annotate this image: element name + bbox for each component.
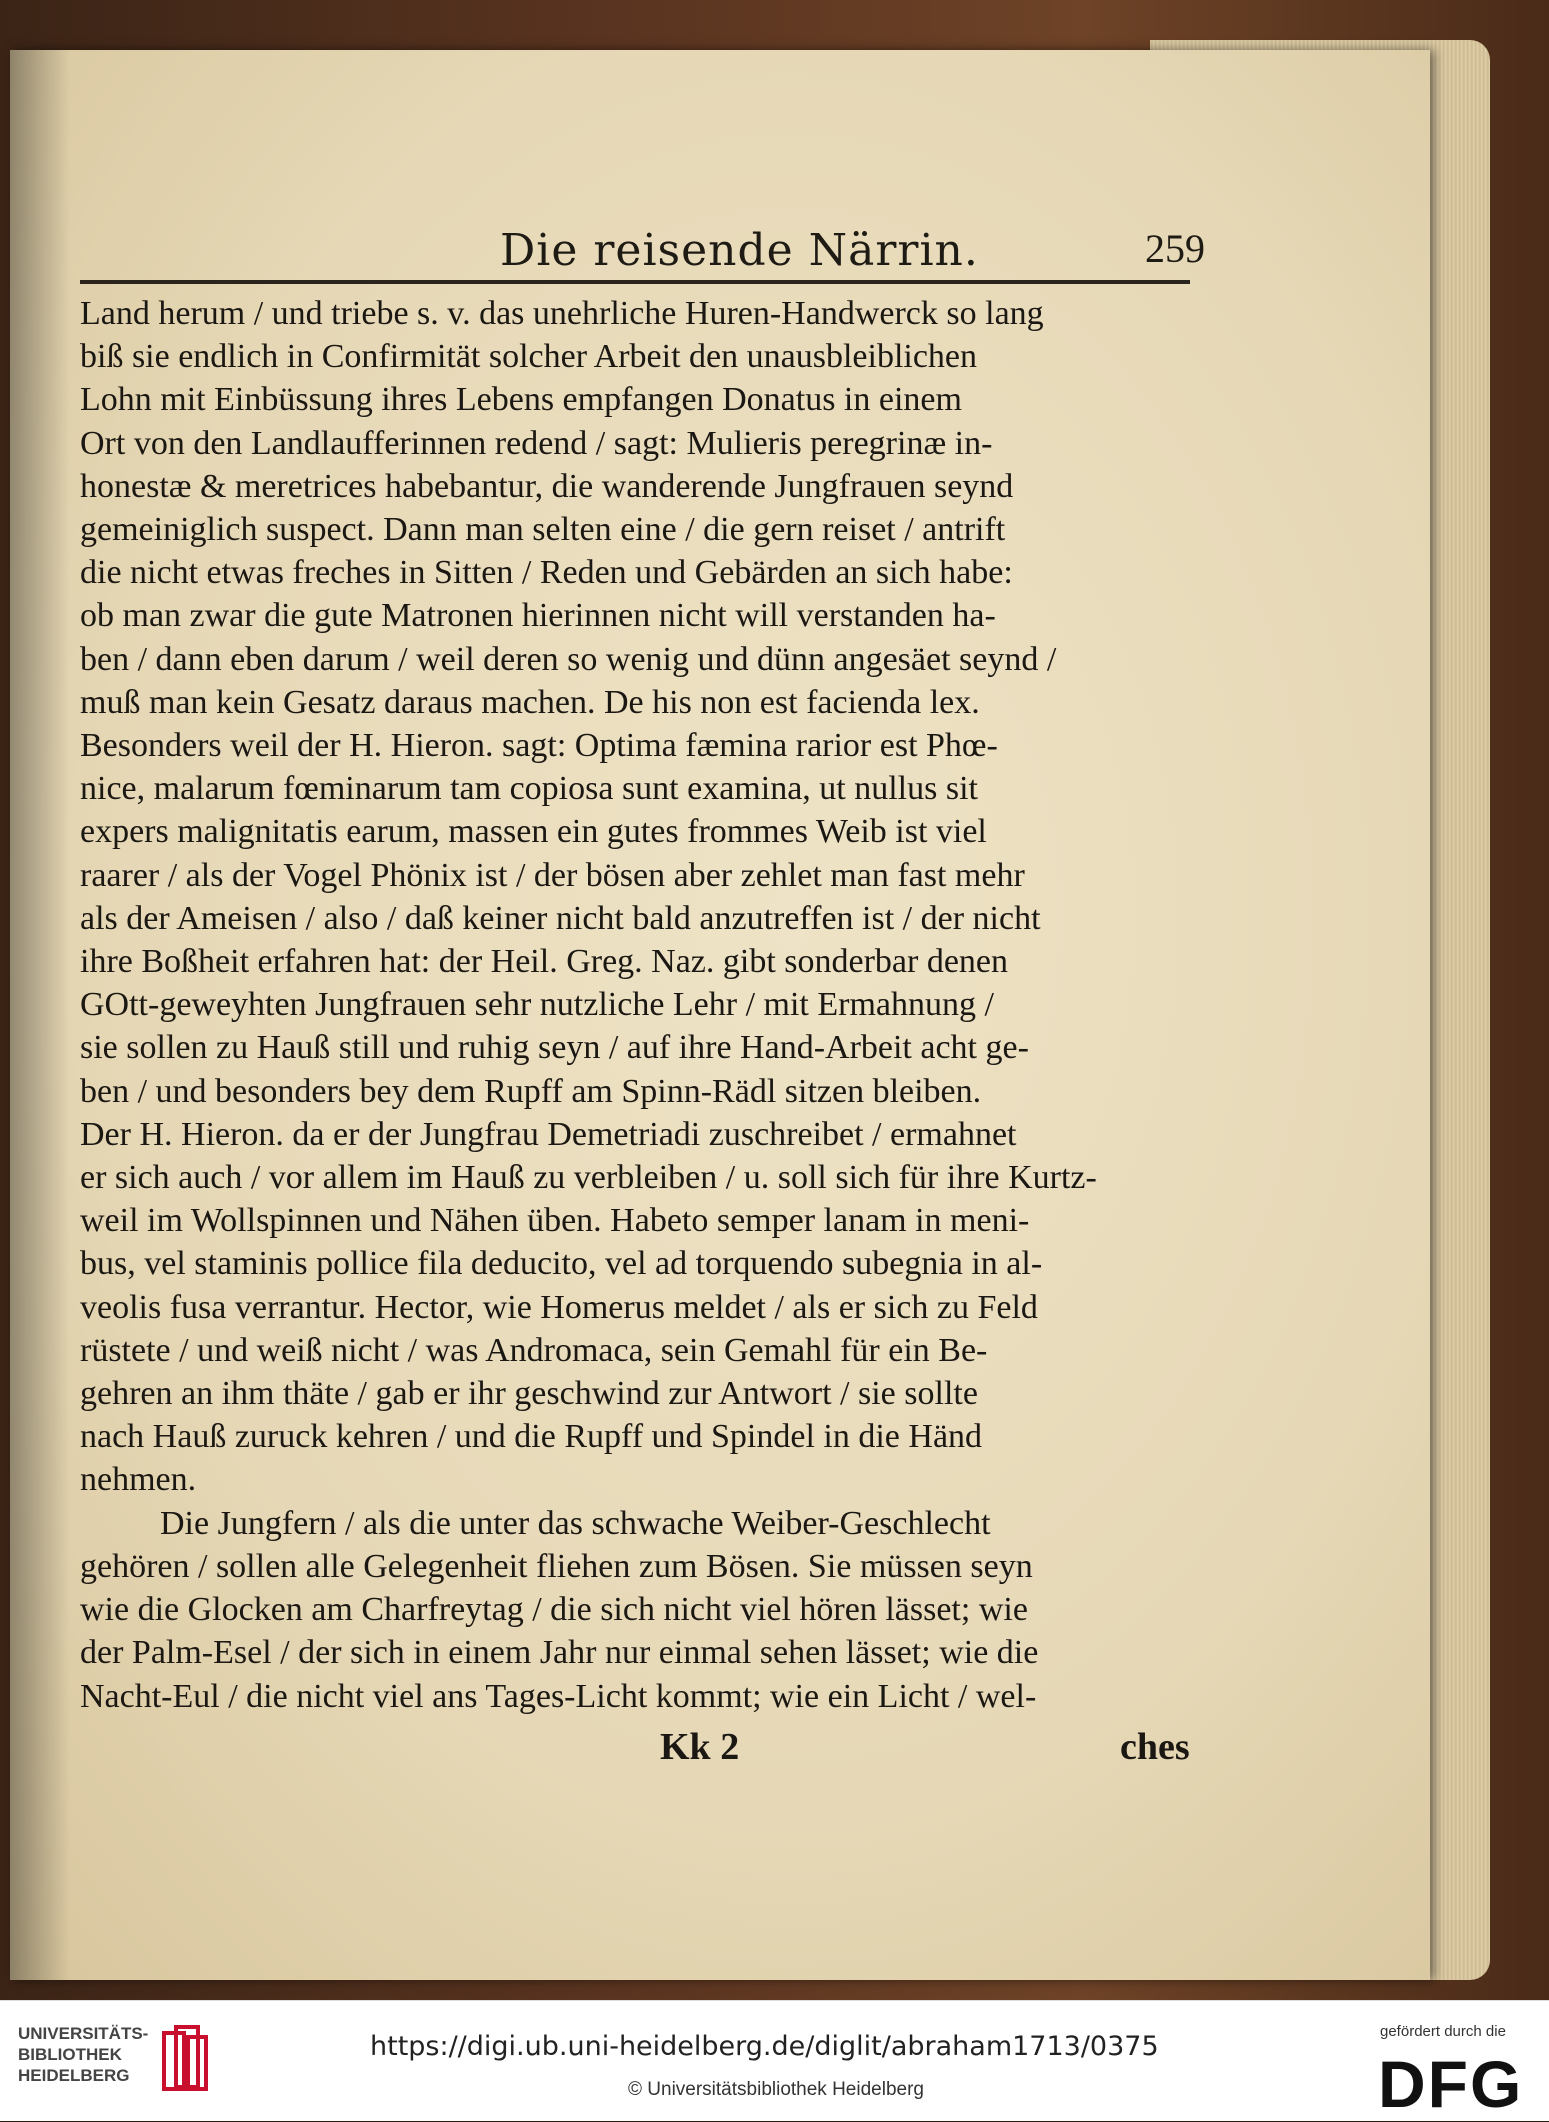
text-line: sie sollen zu Hauß still und ruhig seyn / auf ihre Hand-Arbeit acht ge-	[80, 1029, 1029, 1067]
text-line: ob man zwar die gute Matronen hierinnen nicht will verstanden ha-	[80, 597, 996, 635]
text-line: die nicht etwas freches in Sitten / Reden und Gebärden an sich habe:	[80, 554, 1013, 592]
text-line: expers malignitatis earum, massen ein gutes frommes Weib ist viel	[80, 813, 987, 851]
text-line: gehren an ihm thäte / gab er ihr geschwind zur Antwort / sie sollte	[80, 1375, 978, 1413]
text-line: Ort von den Landlaufferinnen redend / sagt: Mulieris peregrinæ in-	[80, 424, 993, 462]
text-line: Lohn mit Einbüssung ihres Lebens empfangen Donatus in einem	[80, 381, 962, 419]
page-header	[80, 225, 1205, 285]
text-line: bus, vel staminis pollice fila deducito, vel ad torquendo subegnia in al-	[80, 1245, 1043, 1283]
library-logo-line: UNIVERSITÄTS-	[18, 2024, 149, 2043]
text-line: Land herum / und triebe s. v. das unehrliche Huren-Handwerck so lang	[80, 295, 1044, 332]
funding-note: gefördert durch die	[1380, 2023, 1506, 2040]
text-line: rüstete / und weiß nicht / was Andromaca, sein Gemahl für ein Be-	[80, 1331, 988, 1369]
text-line: Der H. Hieron. da er der Jungfrau Demetriadi zuschreibet / ermahnet	[80, 1115, 1017, 1153]
text-line: wie die Glocken am Charfreytag / die sich nicht viel hören lässet; wie	[80, 1591, 1028, 1629]
text-line: raarer / als der Vogel Phönix ist / der bösen aber zehlet man fast mehr	[80, 856, 1025, 894]
text-line: Nacht-Eul / die nicht viel ans Tages-Licht kommt; wie ein Licht / wel-	[80, 1677, 1037, 1715]
text-line: nehmen.	[80, 1461, 197, 1499]
text-line: der Palm-Esel / der sich in einem Jahr nur einmal sehen lässet; wie die	[80, 1634, 1039, 1672]
body-text	[80, 292, 1190, 1718]
text-line: ihre Boßheit erfahren hat: der Heil. Greg. Naz. gibt sonderbar denen	[80, 943, 1009, 981]
library-logo-line: BIBLIOTHEK	[18, 2045, 122, 2064]
text-line: nice, malarum fœminarum tam copiosa sunt examina, ut nullus sit	[80, 770, 978, 808]
text-line: gemeiniglich suspect. Dann man selten eine / die gern reiset / antrift	[80, 511, 1006, 549]
text-line: veolis fusa verrantur. Hector, wie Homerus meldet / als er sich zu Feld	[80, 1288, 1038, 1326]
header-rule	[80, 280, 1190, 284]
copyright-text: © Universitätsbibliothek Heidelberg	[628, 2079, 924, 2100]
text-line: gehören / sollen alle Gelegenheit fliehen zum Bösen. Sie müssen seyn	[80, 1547, 1033, 1585]
text-line: Die Jungfern / als die unter das schwache Weiber-Geschlecht	[160, 1504, 991, 1542]
text-line: honestæ & meretrices habebantur, die wanderende Jungfrauen seynd	[80, 467, 1014, 505]
viewer-footer	[0, 2000, 1549, 2121]
library-mark-icon	[160, 2023, 210, 2097]
signature-mark: Kk 2	[660, 1726, 740, 1768]
text-line: ben / und besonders bey dem Rupff am Spinn-Rädl sitzen bleiben.	[80, 1072, 982, 1110]
text-line: weil im Wollspinnen und Nähen üben. Habeto semper lanam in meni-	[80, 1202, 1030, 1240]
text-line: GOtt-geweyhten Jungfrauen sehr nutzliche Lehr / mit Ermahnung /	[80, 986, 994, 1024]
dfg-logo[interactable]: DFG	[1378, 2047, 1524, 2121]
permalink-url[interactable]: https://digi.ub.uni-heidelberg.de/diglit/abraham1713/0375	[370, 2031, 1159, 2062]
library-logo-line: HEIDELBERG	[18, 2066, 130, 2085]
catchword: ches	[1120, 1726, 1190, 1768]
text-line: er sich auch / vor allem im Hauß zu verbleiben / u. soll sich für ihre Kurtz-	[80, 1159, 1097, 1197]
text-line: ben / dann eben darum / weil deren so wenig und dünn angesäet seynd /	[80, 640, 1057, 678]
text-line: biß sie endlich in Confirmität solcher Arbeit den unausbleiblichen	[80, 338, 978, 376]
page-gutter-shadow	[10, 50, 70, 1980]
text-line: nach Hauß zuruck kehren / und die Rupff und Spindel in die Händ	[80, 1418, 983, 1456]
text-line: muß man kein Gesatz daraus machen. De his non est facienda lex.	[80, 683, 980, 721]
text-line: als der Ameisen / also / daß keiner nicht bald anzutreffen ist / der nicht	[80, 899, 1041, 937]
running-title: Die reisende Närrin.	[500, 225, 979, 276]
library-logo[interactable]	[18, 2023, 148, 2086]
text-line: Besonders weil der H. Hieron. sagt: Optima fæmina rarior est Phœ-	[80, 727, 998, 765]
page-number: 259	[1145, 226, 1205, 271]
